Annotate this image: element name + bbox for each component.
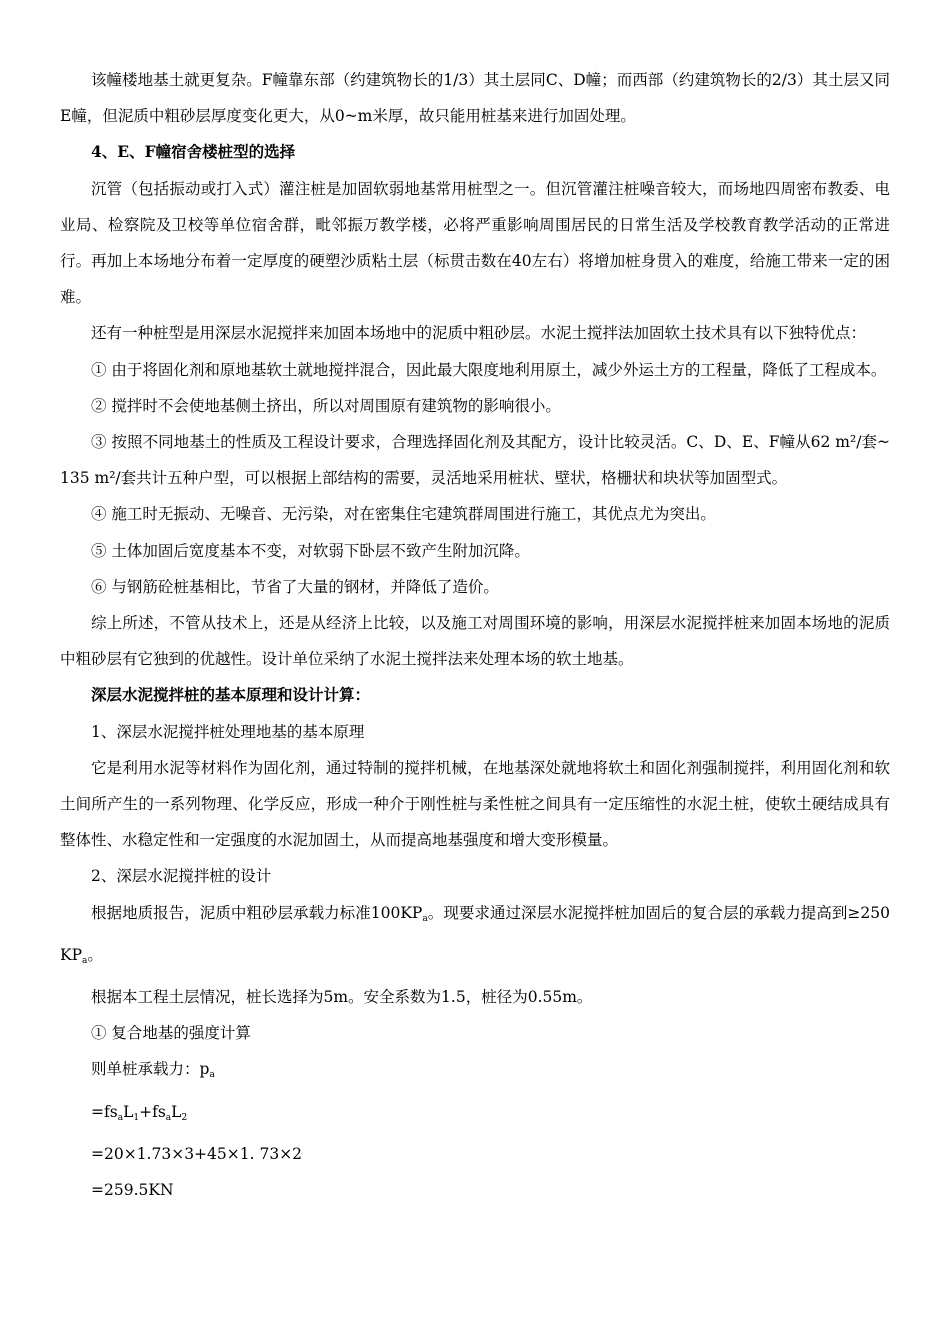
paragraph: 还有一种桩型是用深层水泥搅拌来加固本场地中的泥质中粗砂层。水泥土搅拌法加固软土技术具有以下独特优点： xyxy=(91,324,867,343)
paragraph: ③ 按照不同地基土的性质及工程设计要求，合理选择固化剂及其配方，设计比较灵活。C、D、E、F幢从62 m²/套~135 m²/套共计五种户型，可以根据上部结构的需要，灵活地采用桩状、壁状，格栅状和块状等加固型式。 xyxy=(60,433,890,488)
paragraph: 1、深层水泥搅拌桩处理地基的基本原理 xyxy=(91,722,365,741)
paragraph: 综上所述，不管从技术上，还是从经济上比较，以及施工对周围环境的影响，用深层水泥搅拌桩来加固本场地的泥质中粗砂层有它独到的优越性。设计单位采纳了水泥土搅拌法来处理本场的软土地基。 xyxy=(60,614,890,669)
result-line: =259.5KN xyxy=(91,1181,174,1200)
formula-line: $=fs_aL_1+fs_aL_2$ xyxy=(91,1102,188,1123)
paragraph: ② 搅拌时不会使地基侧土挤出，所以对周围原有建筑物的影响很小。 xyxy=(91,396,561,415)
section-heading: 深层水泥搅拌桩的基本原理和设计计算： xyxy=(91,685,371,705)
capacity-text-b: 。现要求通过深层水泥搅拌桩加固后的复合层的承载力提高到≥250KP xyxy=(60,903,890,964)
paragraph: ④ 施工时无振动、无噪音、无污染，对在密集住宅建筑群周围进行施工，其优点尤为突出。 xyxy=(91,505,716,524)
single-pile-line: 则单桩承载力：$p_a$ xyxy=(91,1060,215,1081)
calc-title: ① 复合地基的强度计算 xyxy=(91,1024,251,1043)
calc-line: =20×1.73×3+45×1. 73×2 xyxy=(91,1144,303,1163)
subscript: a xyxy=(422,913,428,924)
document-page xyxy=(60,62,890,1208)
paragraph: 它是利用水泥等材料作为固化剂，通过特制的搅拌机械，在地基深处就地将软土和固化剂强制搅拌，利用固化剂和软土间所产生的一系列物理、化学反应，形成一种介于刚性桩与柔性桩之间具有一定压缩性的水泥土桩，使软土硬结成具有整体性、水稳定性和一定强度的水泥加固土，从而提高地基强度和增大变形模量。 xyxy=(60,758,890,850)
paragraph: 沉管（包括振动或打入式）灌注桩是加固软弱地基常用桩型之一。但沉管灌注桩噪音较大，而场地四周密布教委、电业局、检察院及卫校等单位宿舍群，毗邻振万教学楼，必将严重影响周围居民的日常生活及学校教育教学活动的正常进行。再加上本场地分布着一定厚度的硬塑沙质粘土层（标贯击数在40左右）将增加桩身贯入的难度，给施工带来一定的困难。 xyxy=(60,179,890,307)
paragraph-list xyxy=(60,62,890,895)
capacity-text-c: 。 xyxy=(87,945,103,964)
paragraph: ⑤ 土体加固后宽度基本不变，对软弱下卧层不致产生附加沉降。 xyxy=(91,541,530,560)
paragraph: 该幢楼地基土就更复杂。F幢靠东部（约建筑物长的1/3）其土层同C、D幢；而西部（约建筑物长的2/3）其土层又同E幢，但泥质中粗砂层厚度变化更大，从0~m米厚，故只能用桩基来进行加固处理。 xyxy=(60,71,890,126)
subscript: a xyxy=(82,955,88,966)
section-heading: 4、E、F幢宿舍楼桩型的选择 xyxy=(91,142,296,162)
paragraph: ① 由于将固化剂和原地基软土就地搅拌混合，因此最大限度地利用原土，减少外运土方的工程量，降低了工程成本。 xyxy=(91,360,887,379)
paragraph: 2、深层水泥搅拌桩的设计 xyxy=(91,867,272,886)
capacity-text-a: 根据地质报告，泥质中粗砂层承载力标准100KP xyxy=(91,903,423,922)
pile-params-paragraph: 根据本工程土层情况，桩长选择为5m。安全系数为1.5，桩径为0.55m。 xyxy=(91,988,593,1007)
capacity-paragraph xyxy=(60,895,890,979)
paragraph: ⑥ 与钢筋砼桩基相比，节省了大量的钢材，并降低了造价。 xyxy=(91,577,499,596)
